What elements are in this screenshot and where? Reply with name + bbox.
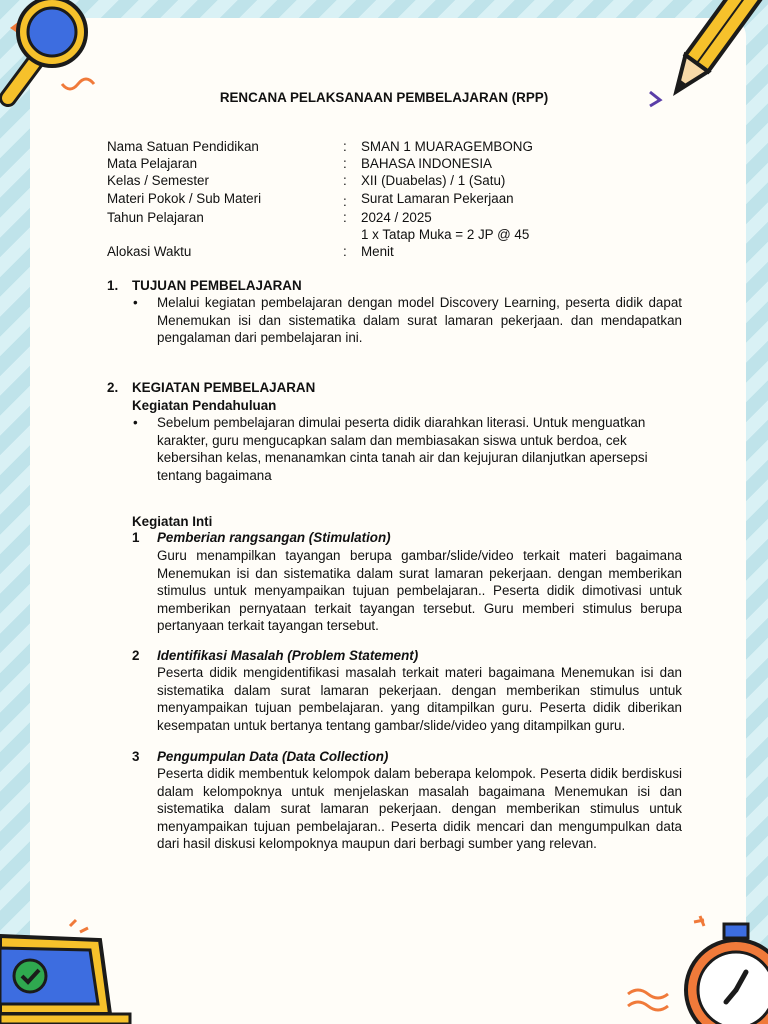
- section-number: 2.: [107, 380, 119, 395]
- identity-colon: :: [343, 244, 347, 259]
- identity-colon: :: [343, 156, 347, 171]
- bullet: •: [133, 415, 138, 430]
- identity-value: BAHASA INDONESIA: [361, 156, 492, 171]
- step-number: 1: [132, 530, 140, 545]
- identity-value: 1 x Tatap Muka = 2 JP @ 45: [361, 227, 530, 242]
- identity-value: XII (Duabelas) / 1 (Satu): [361, 173, 506, 188]
- identity-label: Tahun Pelajaran: [107, 210, 204, 225]
- identity-label: Alokasi Waktu: [107, 244, 192, 259]
- step-text: Peserta didik membentuk kelompok dalam beberapa kelompok. Peserta didik berdiskusi dalam kelompoknya untuk menjelaskan masalah bagaimana Menemukan isi dan sistematika dalam surat lamaran pekerjaan. dengan memberikan stimulus untuk menyampaikan tujuan pembelajaran.. Peserta didik mencari dan mengumpulkan data dari hasil diskusi kelompoknya maupun dari berbagi sumber yang relevan.: [157, 766, 682, 851]
- identity-label: Kelas / Semester: [107, 173, 209, 188]
- bullet: •: [133, 295, 138, 310]
- subsection-heading: Kegiatan Pendahuluan: [132, 398, 277, 413]
- identity-label: Materi Pokok / Sub Materi: [107, 191, 262, 206]
- document-title: RENCANA PELAKSANAAN PEMBELAJARAN (RPP): [219, 90, 549, 105]
- step-number: 2: [132, 648, 140, 663]
- step-number: 3: [132, 749, 140, 764]
- step-text: Peserta didik mengidentifikasi masalah terkait materi bagaimana Menemukan isi dan sistematika dalam surat lamaran pekerjaan. dengan memberikan stimulus untuk menyampaikan tujuan pembelajaran. yang ditampilkan guru. Peserta didik diberikan kesempatan untuk bertanya tentang gambar/slide/video yang ditampilkan guru.: [157, 665, 682, 733]
- step-title: Identifikasi Masalah (Problem Statement): [157, 648, 419, 663]
- subsection-heading: Kegiatan Inti: [132, 514, 213, 529]
- section-heading: KEGIATAN PEMBELAJARAN: [132, 380, 316, 395]
- identity-colon: :: [343, 194, 347, 209]
- step-text: Guru menampilkan tayangan berupa gambar/slide/video terkait materi bagaimana Menemukan isi dan sistematika dalam surat lamaran pekerjaan. dengan memberikan stimulus untuk menyampaikan tujuan pembelajaran.. Peserta didik dimotivasi untuk memberikan pernyataan terkait tayangan tersebut. Guru memberi stimulus berupa pertanyaan terkait tayangan tersebut.: [157, 548, 682, 633]
- section-heading: TUJUAN PEMBELAJARAN: [132, 278, 302, 293]
- objective-text: Melalui kegiatan pembelajaran dengan model Discovery Learning, peserta didik dapat Menemukan isi dan sistematika dalam surat lamaran pekerjaan. dan mendapatkan pengalaman dari pembelajaran ini.: [157, 295, 682, 345]
- identity-colon: :: [343, 139, 347, 154]
- intro-text: Sebelum pembelajaran dimulai peserta didik diarahkan literasi. Untuk menguatkan karakter, guru mengucapkan salam dan membiasakan siswa untuk berdoa, cek kebersihan kelas, menanamkan cinta tanah air dan kejujuran dilanjutkan apersepsi tentang bagaimana: [157, 415, 648, 483]
- identity-value: Menit: [361, 244, 394, 259]
- section-number: 1.: [107, 278, 119, 293]
- identity-value: 2024 / 2025: [361, 210, 432, 225]
- identity-value: Surat Lamaran Pekerjaan: [361, 191, 514, 206]
- identity-label: Mata Pelajaran: [107, 156, 198, 171]
- identity-colon: :: [343, 173, 347, 188]
- step-title: Pemberian rangsangan (Stimulation): [157, 530, 391, 545]
- identity-colon: :: [343, 210, 347, 225]
- step-title: Pengumpulan Data (Data Collection): [157, 749, 389, 764]
- identity-value: SMAN 1 MUARAGEMBONG: [361, 139, 533, 154]
- identity-label: Nama Satuan Pendidikan: [107, 139, 259, 154]
